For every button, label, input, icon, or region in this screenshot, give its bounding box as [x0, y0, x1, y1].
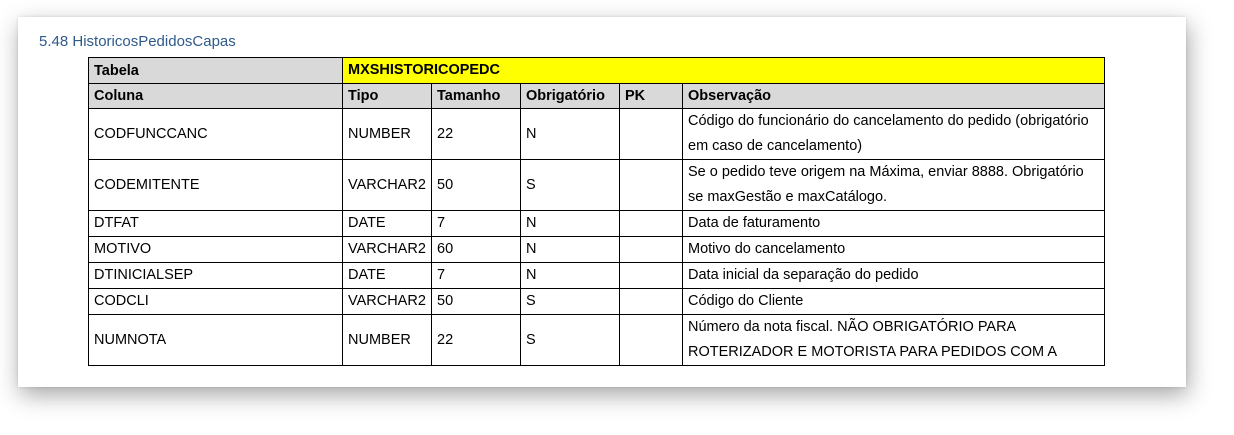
schema-table — [88, 57, 1105, 366]
column-header-row — [89, 84, 1105, 109]
cell-observacao: Código do funcionário do cancelamento do pedido (obrigatório em caso de cancelamento) — [683, 109, 1105, 160]
cell-obrigatorio: N — [521, 211, 620, 237]
cell-tamanho: 7 — [432, 263, 521, 289]
cell-tipo: VARCHAR2 — [343, 160, 432, 211]
cell-tamanho: 7 — [432, 211, 521, 237]
cell-obrigatorio: N — [521, 263, 620, 289]
cell-tamanho: 50 — [432, 289, 521, 315]
cell-obrigatorio: N — [521, 237, 620, 263]
cell-pk — [620, 289, 683, 315]
cell-observacao: Código do Cliente — [683, 289, 1105, 315]
cell-tipo: DATE — [343, 263, 432, 289]
cell-obrigatorio: S — [521, 315, 620, 366]
table-row — [89, 289, 1105, 315]
cell-coluna: MOTIVO — [89, 237, 343, 263]
cell-observacao: Data de faturamento — [683, 211, 1105, 237]
cell-pk — [620, 263, 683, 289]
table-row — [89, 160, 1105, 211]
cell-pk — [620, 315, 683, 366]
cell-coluna: DTFAT — [89, 211, 343, 237]
cell-coluna: CODFUNCCANC — [89, 109, 343, 160]
table-row — [89, 237, 1105, 263]
document-screenshot — [18, 17, 1186, 387]
cell-tamanho: 50 — [432, 160, 521, 211]
header-pk: PK — [620, 84, 683, 109]
cell-pk — [620, 109, 683, 160]
cell-pk — [620, 211, 683, 237]
cell-tamanho: 60 — [432, 237, 521, 263]
table-row — [89, 109, 1105, 160]
table-label: Tabela — [89, 58, 343, 84]
header-obrigatorio: Obrigatório — [521, 84, 620, 109]
cell-observacao: Número da nota fiscal. NÃO OBRIGATÓRIO PARA ROTERIZADOR E MOTORISTA PARA PEDIDOS COM A — [683, 315, 1105, 366]
cell-tipo: NUMBER — [343, 109, 432, 160]
cell-observacao: Data inicial da separação do pedido — [683, 263, 1105, 289]
cell-coluna: CODEMITENTE — [89, 160, 343, 211]
cell-tamanho: 22 — [432, 109, 521, 160]
cell-observacao: Motivo do cancelamento — [683, 237, 1105, 263]
header-coluna: Coluna — [89, 84, 343, 109]
cell-coluna: DTINICIALSEP — [89, 263, 343, 289]
table-name-row — [89, 58, 1105, 84]
cell-obrigatorio: S — [521, 160, 620, 211]
table-row — [89, 211, 1105, 237]
table-row — [89, 263, 1105, 289]
cell-coluna: CODCLI — [89, 289, 343, 315]
cell-obrigatorio: N — [521, 109, 620, 160]
section-title: 5.48 HistoricosPedidosCapas — [39, 33, 236, 50]
cell-pk — [620, 160, 683, 211]
cell-pk — [620, 237, 683, 263]
table-name: MXSHISTORICOPEDC — [343, 58, 1105, 84]
cell-tipo: VARCHAR2 — [343, 289, 432, 315]
header-tipo: Tipo — [343, 84, 432, 109]
cell-obrigatorio: S — [521, 289, 620, 315]
cell-tamanho: 22 — [432, 315, 521, 366]
cell-tipo: DATE — [343, 211, 432, 237]
header-tamanho: Tamanho — [432, 84, 521, 109]
cell-tipo: NUMBER — [343, 315, 432, 366]
table-row — [89, 315, 1105, 366]
cell-observacao: Se o pedido teve origem na Máxima, enviar 8888. Obrigatório se maxGestão e maxCatálogo. — [683, 160, 1105, 211]
header-observacao: Observação — [683, 84, 1105, 109]
cell-tipo: VARCHAR2 — [343, 237, 432, 263]
cell-coluna: NUMNOTA — [89, 315, 343, 366]
